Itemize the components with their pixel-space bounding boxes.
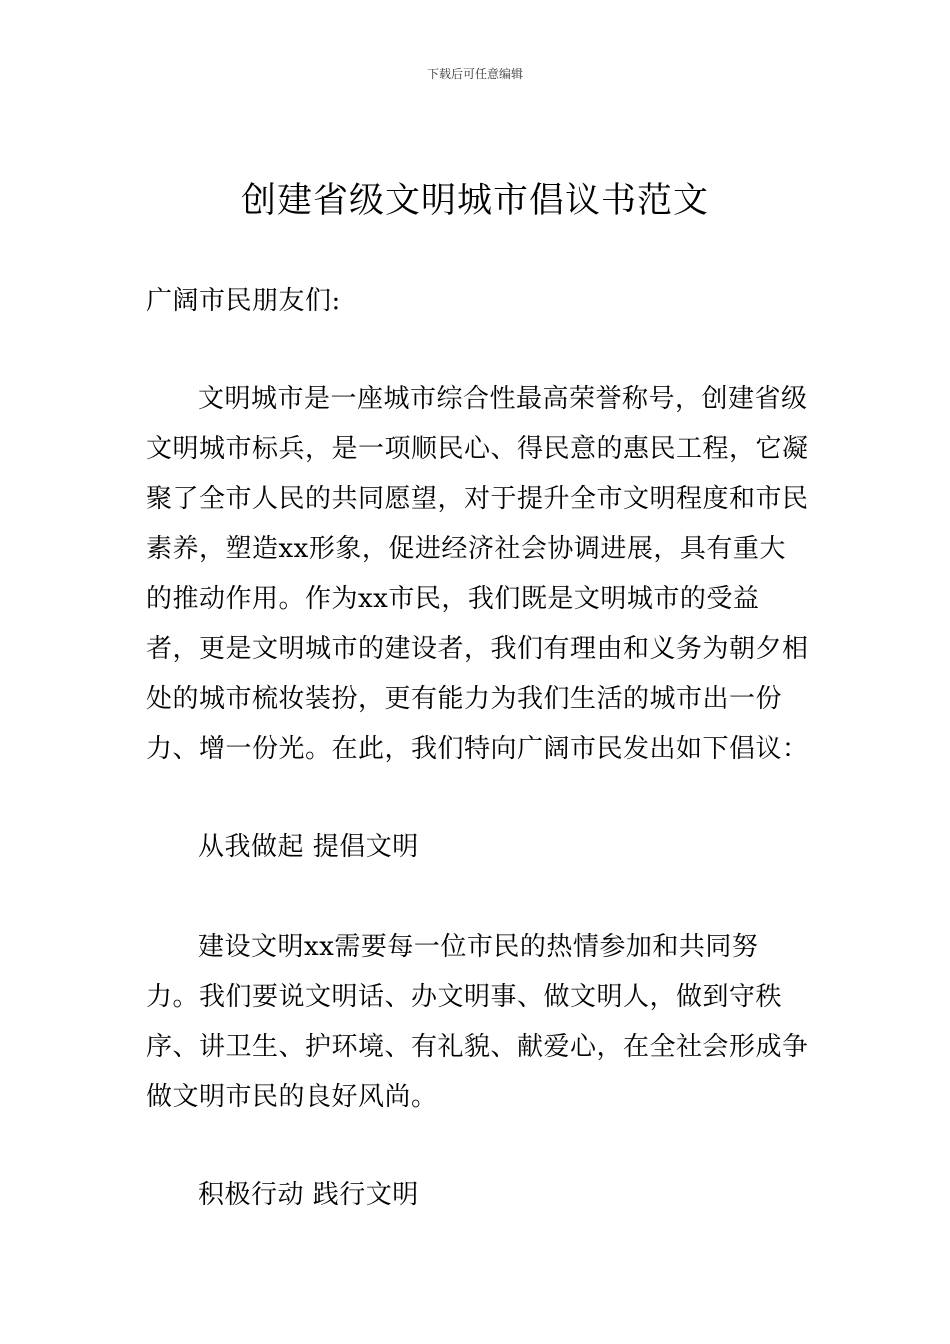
section-heading: 积极行动 践行文明 — [198, 1180, 419, 1210]
document-title: 创建省级文明城市倡议书范文 — [240, 181, 709, 221]
paragraph: 文明城市是一座城市综合性最高荣誉称号，创建省级文明城市标兵，是一项顺民心、得民意的惠民工程，它凝聚了全市人民的共同愿望，对于提升全市文明程度和市民素养，塑造xx形象，促进经济社会协调进展，具有重大的推动作用。作为xx市民，我们既是文明城市的受益者，更是文明城市的建设者，我们有理由和义务为朝夕相处的城市梳妆装扮，更有能力为我们生活的城市出一份力、增一份光。在此，我们特向广阔市民发出如下倡议： — [146, 384, 809, 764]
header-note: 下载后可任意编辑 — [426, 67, 523, 81]
paragraph: 建设文明xx需要每一位市民的热情参加和共同努力。我们要说文明话、办文明事、做文明人，做到守秩序、讲卫生、护环境、有礼貌、献爱心，在全社会形成争做文明市民的良好风尚。 — [146, 932, 809, 1112]
section-heading: 从我做起 提倡文明 — [198, 832, 419, 862]
greeting: 广阔市民朋友们: — [146, 286, 341, 316]
